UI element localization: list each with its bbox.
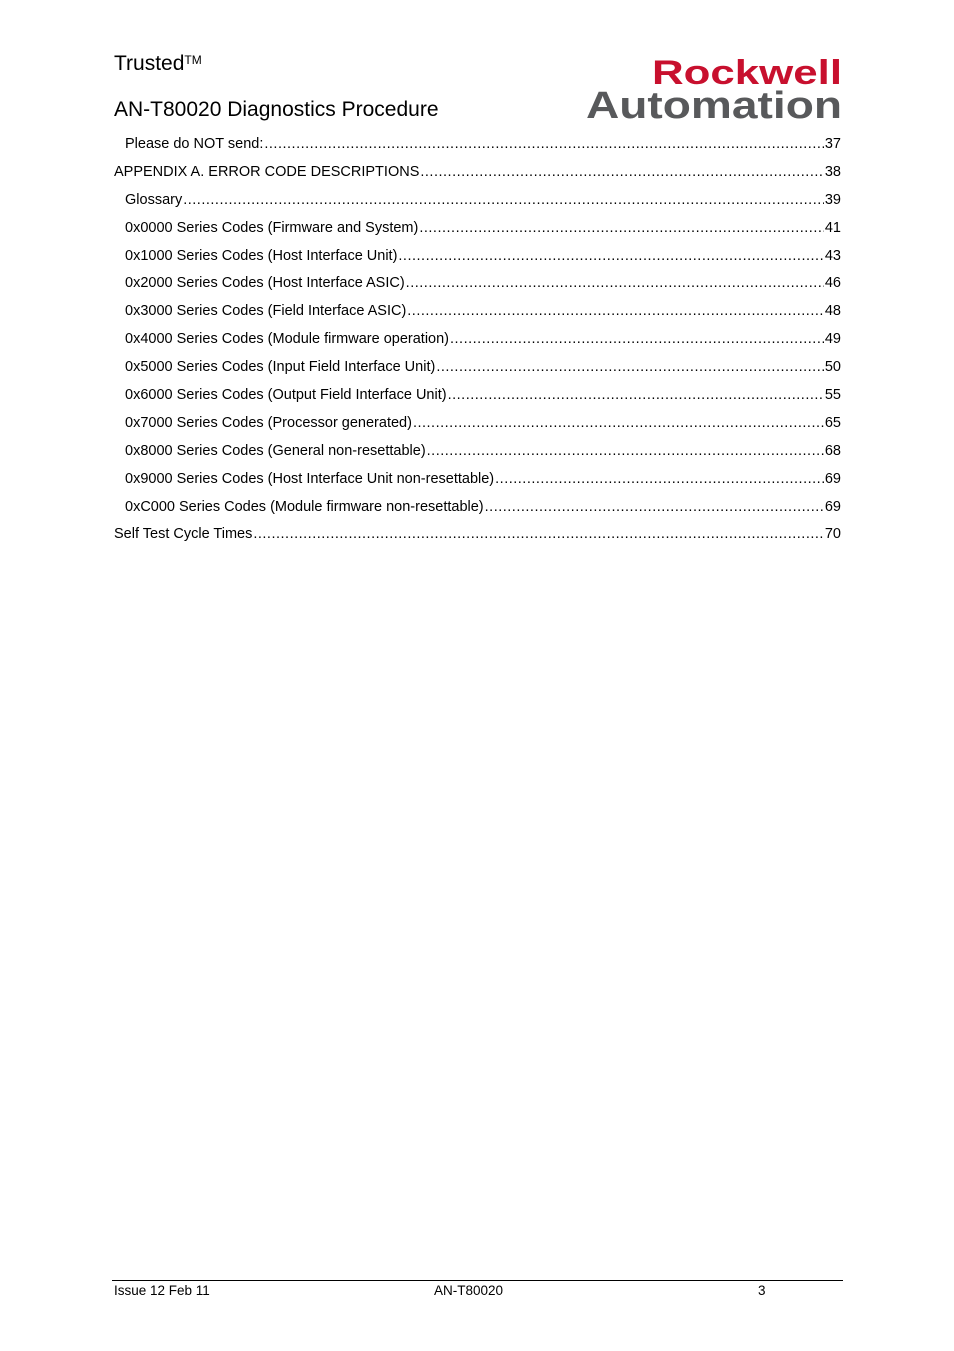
- product-name: [114, 52, 202, 76]
- toc-entry[interactable]: [114, 134, 841, 162]
- toc-entry-title: 0x8000 Series Codes (General non-resettable): [125, 442, 426, 459]
- toc-dot-leader: [495, 469, 824, 489]
- toc-entry-page: 46: [824, 275, 841, 292]
- toc-entry[interactable]: [114, 162, 841, 190]
- toc-dot-leader: [413, 413, 824, 433]
- toc-entry-title: 0xC000 Series Codes (Module firmware non-resettable): [125, 498, 484, 515]
- toc-entry-title: 0x6000 Series Codes (Output Field Interface Unit): [125, 387, 447, 404]
- footer-issue-date: Issue 12 Feb 11: [114, 1283, 210, 1298]
- toc-entry-page: 70: [824, 526, 841, 543]
- toc-entry-title: 0x5000 Series Codes (Input Field Interface Unit): [125, 359, 436, 376]
- toc-dot-leader: [448, 385, 824, 405]
- toc-dot-leader: [419, 218, 824, 238]
- toc-entry-title: Self Test Cycle Times: [114, 526, 253, 543]
- toc-entry[interactable]: [114, 246, 841, 274]
- rockwell-automation-logo: [586, 54, 844, 122]
- toc-entry[interactable]: [114, 441, 841, 469]
- toc-entry-page: 48: [824, 303, 841, 320]
- toc-entry-page: 50: [824, 359, 841, 376]
- toc-entry-page: 68: [824, 442, 841, 459]
- footer-page-number: 3: [758, 1283, 766, 1298]
- toc-dot-leader: [450, 329, 824, 349]
- toc-dot-leader: [436, 357, 824, 377]
- toc-entry-title: Please do NOT send:: [125, 136, 264, 152]
- toc-entry-title: 0x4000 Series Codes (Module firmware operation): [125, 331, 449, 348]
- logo-line1: Rockwell: [652, 54, 842, 92]
- toc-entry-page: 41: [824, 219, 841, 236]
- toc-entry-page: 38: [824, 163, 841, 180]
- toc-dot-leader: [398, 246, 823, 266]
- toc-entry[interactable]: [114, 385, 841, 413]
- toc-entry[interactable]: [114, 357, 841, 385]
- toc-dot-leader: [183, 190, 824, 210]
- toc-entry-title: 0x7000 Series Codes (Processor generated): [125, 414, 412, 431]
- toc-entry-title: 0x3000 Series Codes (Field Interface ASIC): [125, 303, 407, 320]
- toc-entry-page: 69: [824, 470, 841, 487]
- toc-entry-page: 39: [824, 191, 841, 208]
- toc-entry-title: 0x0000 Series Codes (Firmware and System): [125, 219, 419, 236]
- toc-entry-title: 0x1000 Series Codes (Host Interface Unit): [125, 247, 398, 264]
- toc-entry-title: Glossary: [125, 191, 183, 208]
- document-title: AN-T80020 Diagnostics Procedure: [114, 98, 439, 121]
- toc-entry[interactable]: [114, 218, 841, 246]
- toc-entry-title: APPENDIX A. ERROR CODE DESCRIPTIONS: [114, 163, 420, 180]
- toc-entry-page: 55: [824, 387, 841, 404]
- toc-entry-title: 0x9000 Series Codes (Host Interface Unit non-resettable): [125, 470, 495, 487]
- toc-entry-page: 69: [824, 498, 841, 515]
- toc-dot-leader: [406, 273, 824, 293]
- toc-dot-leader: [407, 301, 824, 321]
- product-name-text: Trusted: [114, 52, 185, 75]
- footer-divider: [112, 1280, 843, 1281]
- toc-entry-page: 37: [824, 136, 841, 152]
- toc-dot-leader: [427, 441, 824, 461]
- toc-entry[interactable]: [114, 469, 841, 497]
- toc-entry[interactable]: [114, 329, 841, 357]
- toc-entry[interactable]: [114, 497, 841, 525]
- toc-dot-leader: [485, 497, 824, 517]
- table-of-contents: [114, 134, 841, 552]
- trademark-mark: TM: [184, 53, 202, 67]
- toc-entry-title: 0x2000 Series Codes (Host Interface ASIC): [125, 275, 405, 292]
- toc-entry-page: 65: [824, 414, 841, 431]
- toc-entry[interactable]: [114, 273, 841, 301]
- footer-document-number: AN-T80020: [434, 1283, 504, 1298]
- toc-dot-leader: [264, 134, 823, 154]
- toc-entry[interactable]: [114, 413, 841, 441]
- logo-line2: Automation: [586, 85, 842, 122]
- toc-entry-page: 49: [824, 331, 841, 348]
- toc-entry[interactable]: [114, 190, 841, 218]
- toc-dot-leader: [253, 524, 824, 544]
- toc-entry-page: 43: [824, 247, 841, 264]
- toc-entry[interactable]: [114, 524, 841, 552]
- toc-entry[interactable]: [114, 301, 841, 329]
- toc-dot-leader: [420, 162, 823, 182]
